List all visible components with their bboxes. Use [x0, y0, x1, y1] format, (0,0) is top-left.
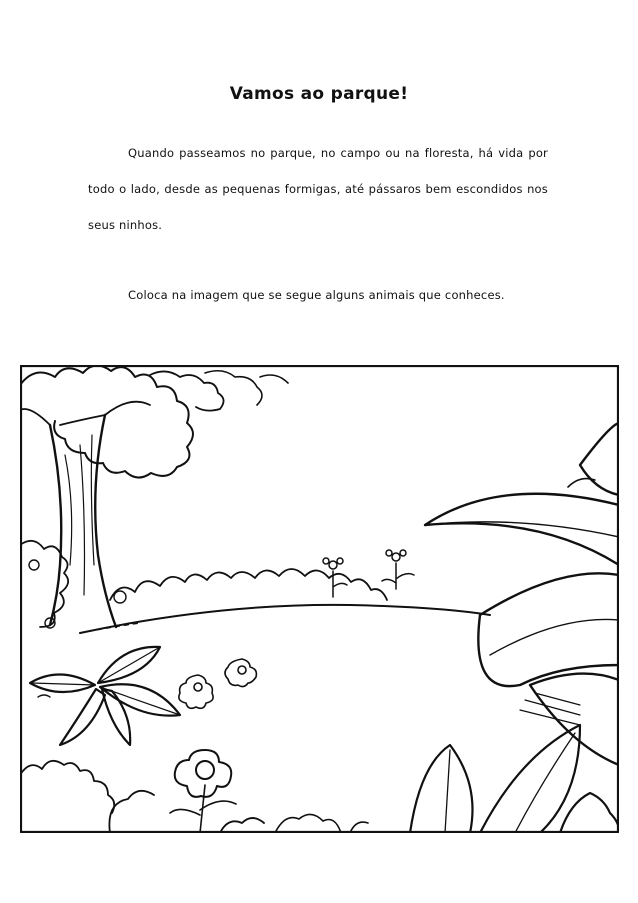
bottom-left-bushes [20, 761, 264, 833]
meadow-flowers [179, 659, 257, 708]
right-foreground-leaves [425, 423, 619, 765]
meadow-horizon [80, 605, 490, 633]
bottom-right-leaves [410, 725, 619, 833]
foreground-flower [170, 750, 236, 833]
left-bushes [20, 541, 68, 627]
worksheet-title: Vamos ao parque! [229, 84, 409, 104]
park-scene-svg [20, 365, 619, 833]
tree-trunk [50, 415, 116, 627]
left-leafy-plant [30, 647, 180, 745]
park-coloring-illustration [20, 365, 619, 833]
instruction-text: Coloca na imagem que se segue alguns animais que conheces. [128, 288, 505, 302]
intro-paragraph: Quando passeamos no parque, no campo ou na floresta, há vida por todo o lado, desde as pequenas formigas, até pássaros bem escondidos nos seus ninhos. [88, 146, 548, 232]
